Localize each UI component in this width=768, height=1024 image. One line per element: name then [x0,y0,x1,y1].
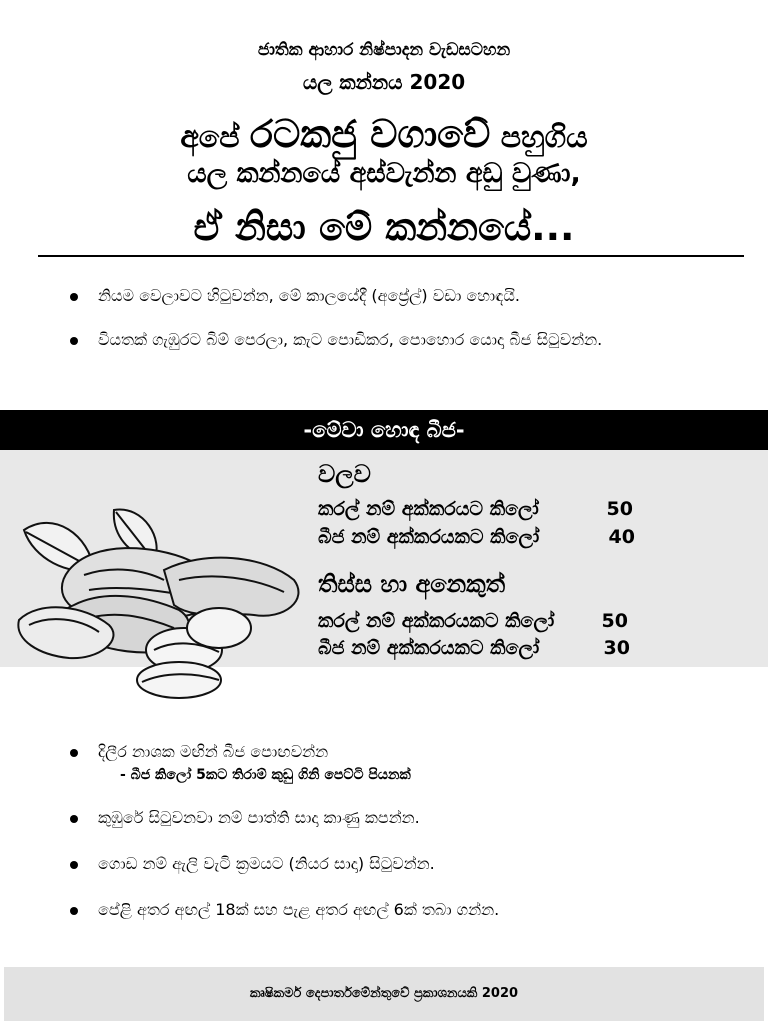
list-item [68,898,708,922]
price-row [318,526,638,548]
variety-name: වලව [318,460,371,488]
list-item [68,852,708,876]
footer-publisher: කෘෂිකර්ම දෙපාර්තමේන්තුවේ ප්‍රකාශනයකි 2020 [4,967,764,1021]
list-item [68,328,708,352]
price-value: 50 [601,610,628,632]
bullet-dot-icon [70,293,78,301]
price-value: 50 [606,498,633,520]
price-label: බීජ නම් අක්කරයකට කිලෝ [318,526,540,548]
price-label: කරල් නම් අක්කරයට කිලෝ [318,498,539,520]
headline-line-1 [0,112,768,157]
list-item [68,806,708,830]
price-row [318,610,638,632]
list-item [68,284,708,308]
headline-emphasis: රටකජු වගාවේ [250,112,491,156]
tip-text: වියතක් ගැඹුරට බිම් පෙරලා, කැට පොඩිකර, පොහොර යොදා බීජ සිටුවන්න. [98,330,603,349]
bullet-dot-icon [70,861,78,869]
price-label: බීජ නම් අක්කරයකට කිලෝ [318,637,540,659]
tip-text: පේළි අතර අඟල් 18ක් සහ පැළ අතර අඟල් 6ක් තබා ගන්න. [98,900,500,919]
price-row [318,498,638,520]
peanut-illustration [14,500,314,700]
bullet-dot-icon [70,337,78,345]
headline-post: පහුගිය [500,120,588,155]
tip-text: කුඹුරේ සිටුවනවා නම් පාත්ති සාදා කාණු කපන්න. [98,808,420,827]
tip-text: ගොඩ නම් ඇලි වැටි ක්‍රමයට (නියර සාදා) සිටුවන්න. [98,854,435,873]
price-row [318,637,638,659]
bullet-dot-icon [70,815,78,823]
header-season: යල කන්නය 2020 [302,70,466,94]
headline-line-3: ඒ නිසා මේ කන්නයේ... [193,205,575,249]
price-value: 40 [608,526,635,548]
section-title-bar: -මේවා හොඳ බීජ- [0,410,768,450]
headline-pre: අපේ [180,120,240,155]
tip-text: දිලීර නාශක මඟින් බීජ පොඟවන්න [98,742,329,761]
price-label: කරල් නම් අක්කරයකට කිලෝ [318,610,555,632]
list-item [68,740,708,786]
tip-text: නියම වෙලාවට හිටුවන්න, මේ කාලයේදී (අප්‍රේල්) වඩා හොඳයි. [98,286,520,305]
bullet-dot-icon [70,907,78,915]
variety-name: තිස්ස හා අනෙකුත් [318,570,506,598]
bullet-dot-icon [70,749,78,757]
bottom-tips-list [68,740,708,922]
top-tips-list [68,284,708,352]
tip-subnote: - බීජ කිලෝ 5කට තිරාම් කුඩු ගිනි පෙට්ටි පියනක් [120,767,411,783]
header-org: ජාතික ආහාර නිෂ්පාදන වැඩසටහන [257,40,511,60]
price-value: 30 [603,637,630,659]
headline-line-2: යල කන්නයේ අස්වැන්න අඩු වුණා, [187,158,581,189]
header-divider [38,255,744,257]
